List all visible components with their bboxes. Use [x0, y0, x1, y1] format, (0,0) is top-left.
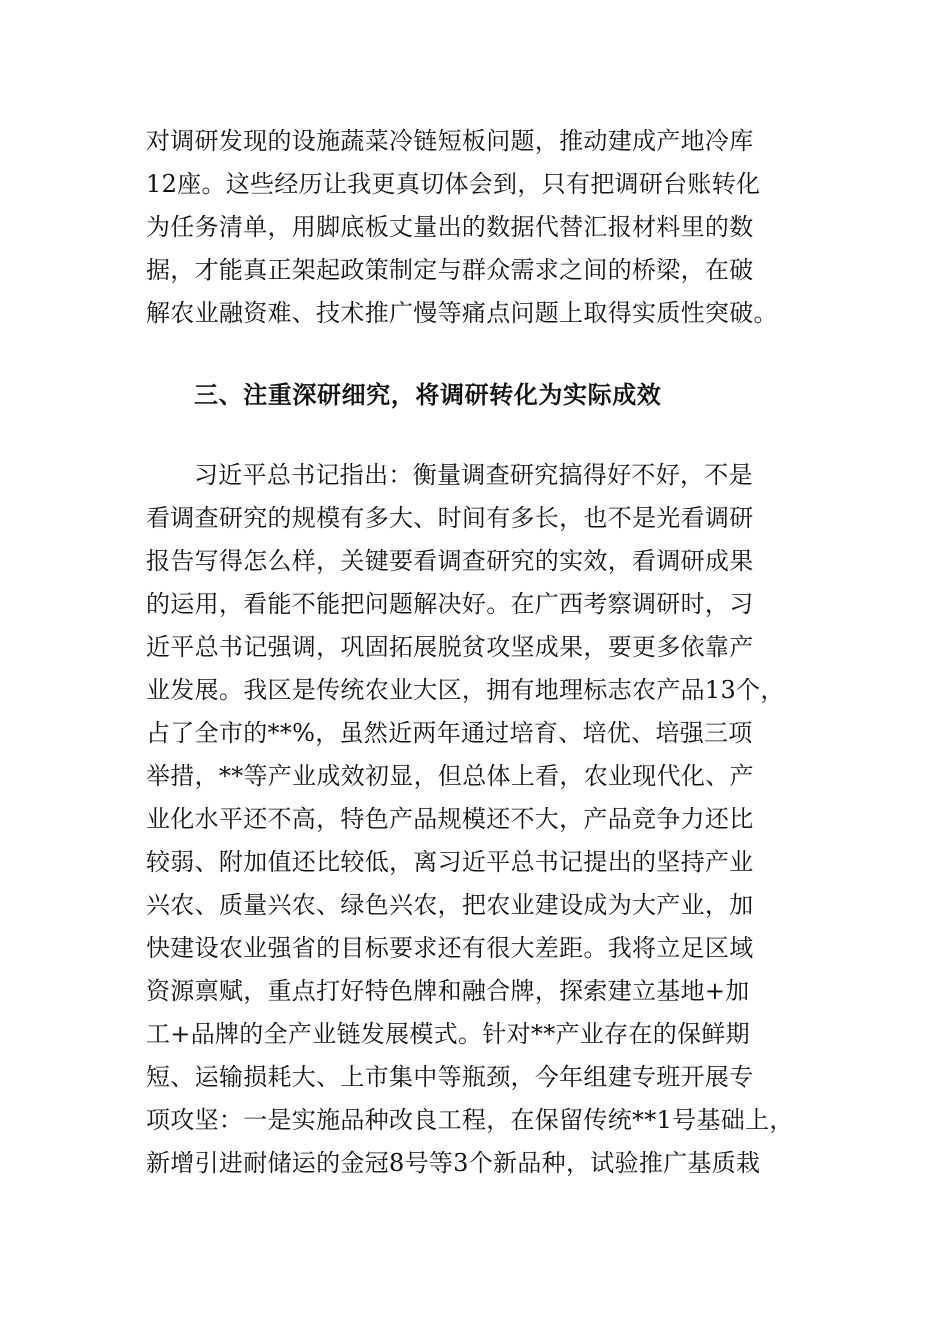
paragraph-2-line-3: 报告写得怎么样，关键要看调查研究的实效，看调研成果	[146, 547, 754, 575]
section-heading: 三、注重深研细究，将调研转化为实际成效	[194, 380, 662, 409]
paragraph-2-line-13: 资源禀赋，重点打好特色牌和融合牌，探索建立基地+加	[146, 977, 750, 1005]
paragraph-1-line-2: 12座。这些经历让我更真切体会到，只有把调研台账转化	[146, 170, 761, 198]
paragraph-2-line-14: 工+品牌的全产业链发展模式。针对**产业存在的保鲜期	[146, 1020, 750, 1048]
paragraph-2-line-17: 新增引进耐储运的金冠8号等3个新品种，试验推广基质栽	[146, 1149, 761, 1177]
paragraph-2-line-1: 习近平总书记指出：衡量调查研究搞得好不好，不是	[194, 461, 753, 489]
paragraph-1-line-4: 据，才能真正架起政策制定与群众需求之间的桥梁，在破	[146, 256, 754, 284]
paragraph-1-line-3: 为任务清单，用脚底板丈量出的数据代替汇报材料里的数	[146, 213, 754, 241]
paragraph-1-line-5: 解农业融资难、技术推广慢等痛点问题上取得实质性突破。	[146, 299, 778, 327]
paragraph-2-line-10: 较弱、附加值还比较低，离习近平总书记提出的坚持产业	[146, 848, 754, 876]
paragraph-1-line-1: 对调研发现的设施蔬菜冷链短板问题，推动建成产地冷库	[146, 127, 754, 155]
paragraph-2-line-11: 兴农、质量兴农、绿色兴农，把农业建设成为大产业，加	[146, 891, 754, 919]
paragraph-2-line-8: 举措，**等产业成效初显，但总体上看，农业现代化、产	[146, 762, 754, 790]
paragraph-2-line-5: 近平总书记强调，巩固拓展脱贫攻坚成果，要更多依靠产	[146, 633, 754, 661]
paragraph-2-line-9: 业化水平还不高，特色产品规模还不大，产品竞争力还比	[146, 805, 754, 833]
paragraph-2-line-12: 快建设农业强省的目标要求还有很大差距。我将立足区域	[146, 934, 754, 962]
paragraph-2-line-7: 占了全市的**%，虽然近两年通过培育、培优、培强三项	[146, 719, 753, 747]
paragraph-2-line-6: 业发展。我区是传统农业大区，拥有地理标志农产品13个，	[146, 676, 785, 704]
paragraph-2-line-15: 短、运输损耗大、上市集中等瓶颈，今年组建专班开展专	[146, 1063, 754, 1091]
paragraph-2-line-4: 的运用，看能不能把问题解决好。在广西考察调研时，习	[146, 590, 754, 618]
paragraph-2-line-2: 看调查研究的规模有多大、时间有多长，也不是光看调研	[146, 504, 754, 532]
paragraph-2-line-16: 项攻坚：一是实施品种改良工程，在保留传统**1号基础上，	[146, 1106, 794, 1134]
